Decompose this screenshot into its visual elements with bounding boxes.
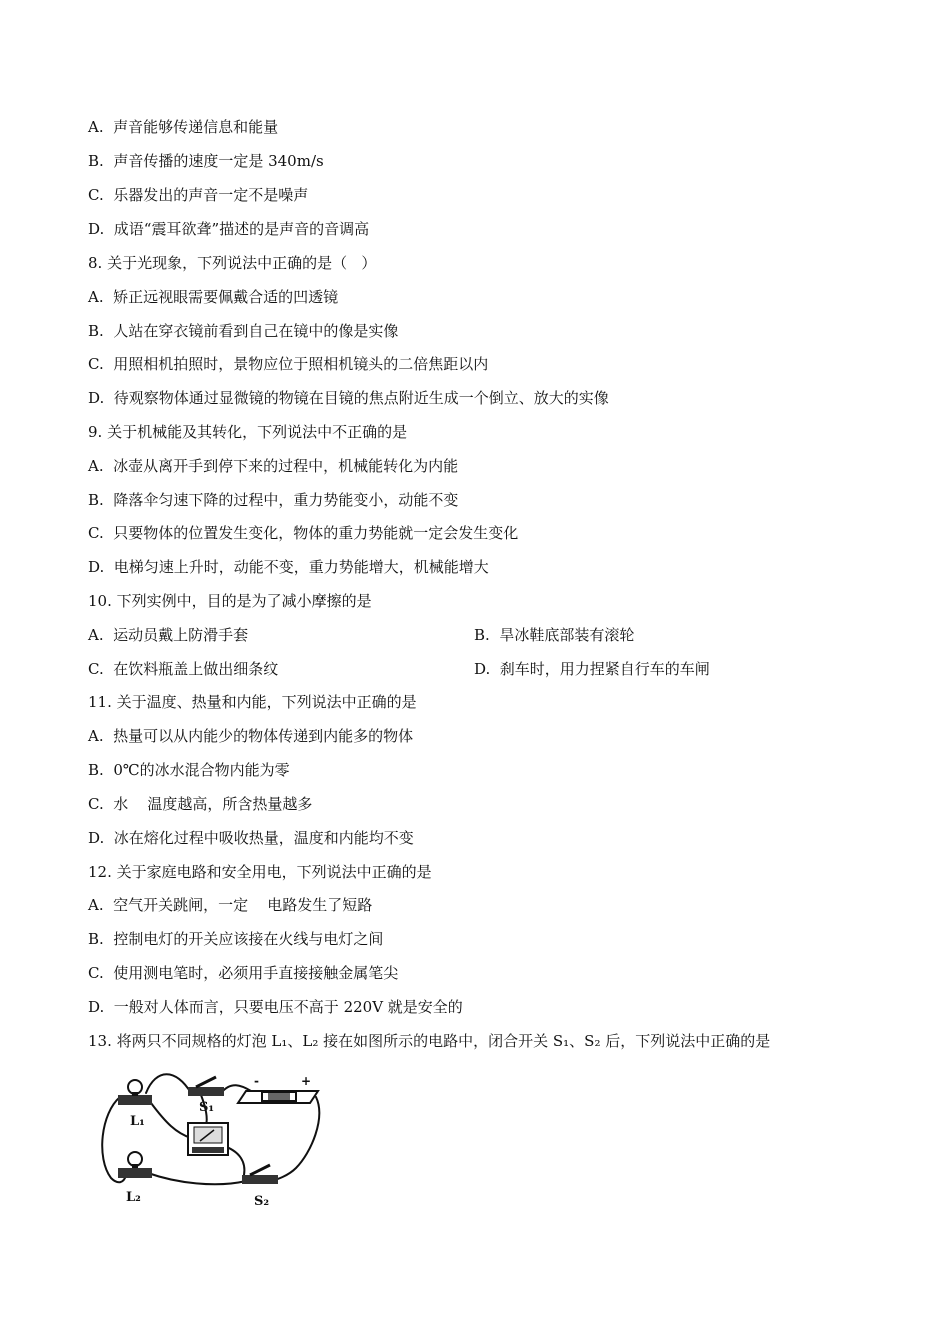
q9-option-c: C. 只要物体的位置发生变化，物体的重力势能就一定会发生变化 <box>88 524 519 542</box>
q10-option-b: B. 旱冰鞋底部装有滚轮 <box>474 626 635 644</box>
q11-option-b: B. 0℃的冰水混合物内能为零 <box>88 761 290 779</box>
q12-option-d: D. 一般对人体而言，只要电压不高于 220V 就是安全的 <box>88 998 463 1016</box>
circuit-diagram <box>96 1063 326 1213</box>
q8-option-a: A. 矫正远视眼需要佩戴合适的凹透镜 <box>88 288 339 306</box>
q9-option-b: B. 降落伞匀速下降的过程中，重力势能变小，动能不变 <box>88 491 459 509</box>
q10-option-d: D. 刹车时，用力捏紧自行车的车闸 <box>474 660 710 678</box>
q13-stem: 13. 将两只不同规格的灯泡 L₁、L₂ 接在如图所示的电路中，闭合开关 S₁、S₂ 后，下列说法中正确的是 <box>88 1032 771 1050</box>
q7-option-a: A. 声音能够传递信息和能量 <box>88 118 279 136</box>
q7-option-b: B. 声音传播的速度一定是 340m/s <box>88 152 324 170</box>
q10-option-c: C. 在饮料瓶盖上做出细条纹 <box>88 660 279 678</box>
q10-option-a: A. 运动员戴上防滑手套 <box>88 626 249 644</box>
wire-l1-s1 <box>146 1074 191 1093</box>
circuit-figure <box>96 1063 326 1213</box>
q11-option-a: A. 热量可以从内能少的物体传递到内能多的物体 <box>88 727 414 745</box>
label-s2: S₂ <box>254 1194 270 1209</box>
q12-option-a: A. 空气开关跳闸，一定 电路发生了短路 <box>88 896 373 914</box>
q9-option-d: D. 电梯匀速上升时，动能不变，重力势能增大，机械能增大 <box>88 558 489 576</box>
wire-battery-right <box>266 1097 319 1183</box>
q12-option-c: C. 使用测电笔时，必须用手直接接触金属笔尖 <box>88 964 399 982</box>
label-s1: S₁ <box>199 1100 215 1115</box>
q8-option-c: C. 用照相机拍照时，景物应位于照相机镜头的二倍焦距以内 <box>88 355 489 373</box>
battery-minus-label: - <box>254 1074 259 1088</box>
q11-option-d: D. 冰在熔化过程中吸收热量，温度和内能均不变 <box>88 829 414 847</box>
meter <box>188 1123 228 1155</box>
q8-stem: 8. 关于光现象，下列说法中正确的是（ ） <box>88 254 377 272</box>
lamp-l2 <box>118 1152 152 1178</box>
wire-l1-meter <box>151 1103 191 1138</box>
wire-l2-s2 <box>148 1173 246 1184</box>
q7-option-c: C. 乐器发出的声音一定不是噪声 <box>88 186 309 204</box>
q10-stem: 10. 下列实例中，目的是为了减小摩擦的是 <box>88 592 372 610</box>
battery-plus-label: + <box>301 1074 312 1088</box>
label-l1: L₁ <box>130 1114 145 1129</box>
battery <box>238 1091 318 1103</box>
switch-s2 <box>242 1165 278 1184</box>
q12-stem: 12. 关于家庭电路和安全用电，下列说法中正确的是 <box>88 863 432 881</box>
q9-stem: 9. 关于机械能及其转化，下列说法中不正确的是 <box>88 423 408 441</box>
label-l2: L₂ <box>126 1190 141 1205</box>
q8-option-b: B. 人站在穿衣镜前看到自己在镜中的像是实像 <box>88 322 399 340</box>
q7-option-d: D. 成语“震耳欲聋”描述的是声音的音调高 <box>88 220 370 238</box>
q8-option-d: D. 待观察物体通过显微镜的物镜在目镜的焦点附近生成一个倒立、放大的实像 <box>88 389 609 407</box>
q9-option-a: A. 冰壶从离开手到停下来的过程中，机械能转化为内能 <box>88 457 459 475</box>
switch-s1 <box>188 1077 224 1096</box>
q12-option-b: B. 控制电灯的开关应该接在火线与电灯之间 <box>88 930 384 948</box>
q11-stem: 11. 关于温度、热量和内能，下列说法中正确的是 <box>88 693 417 711</box>
q11-option-c: C. 水 温度越高，所含热量越多 <box>88 795 313 813</box>
